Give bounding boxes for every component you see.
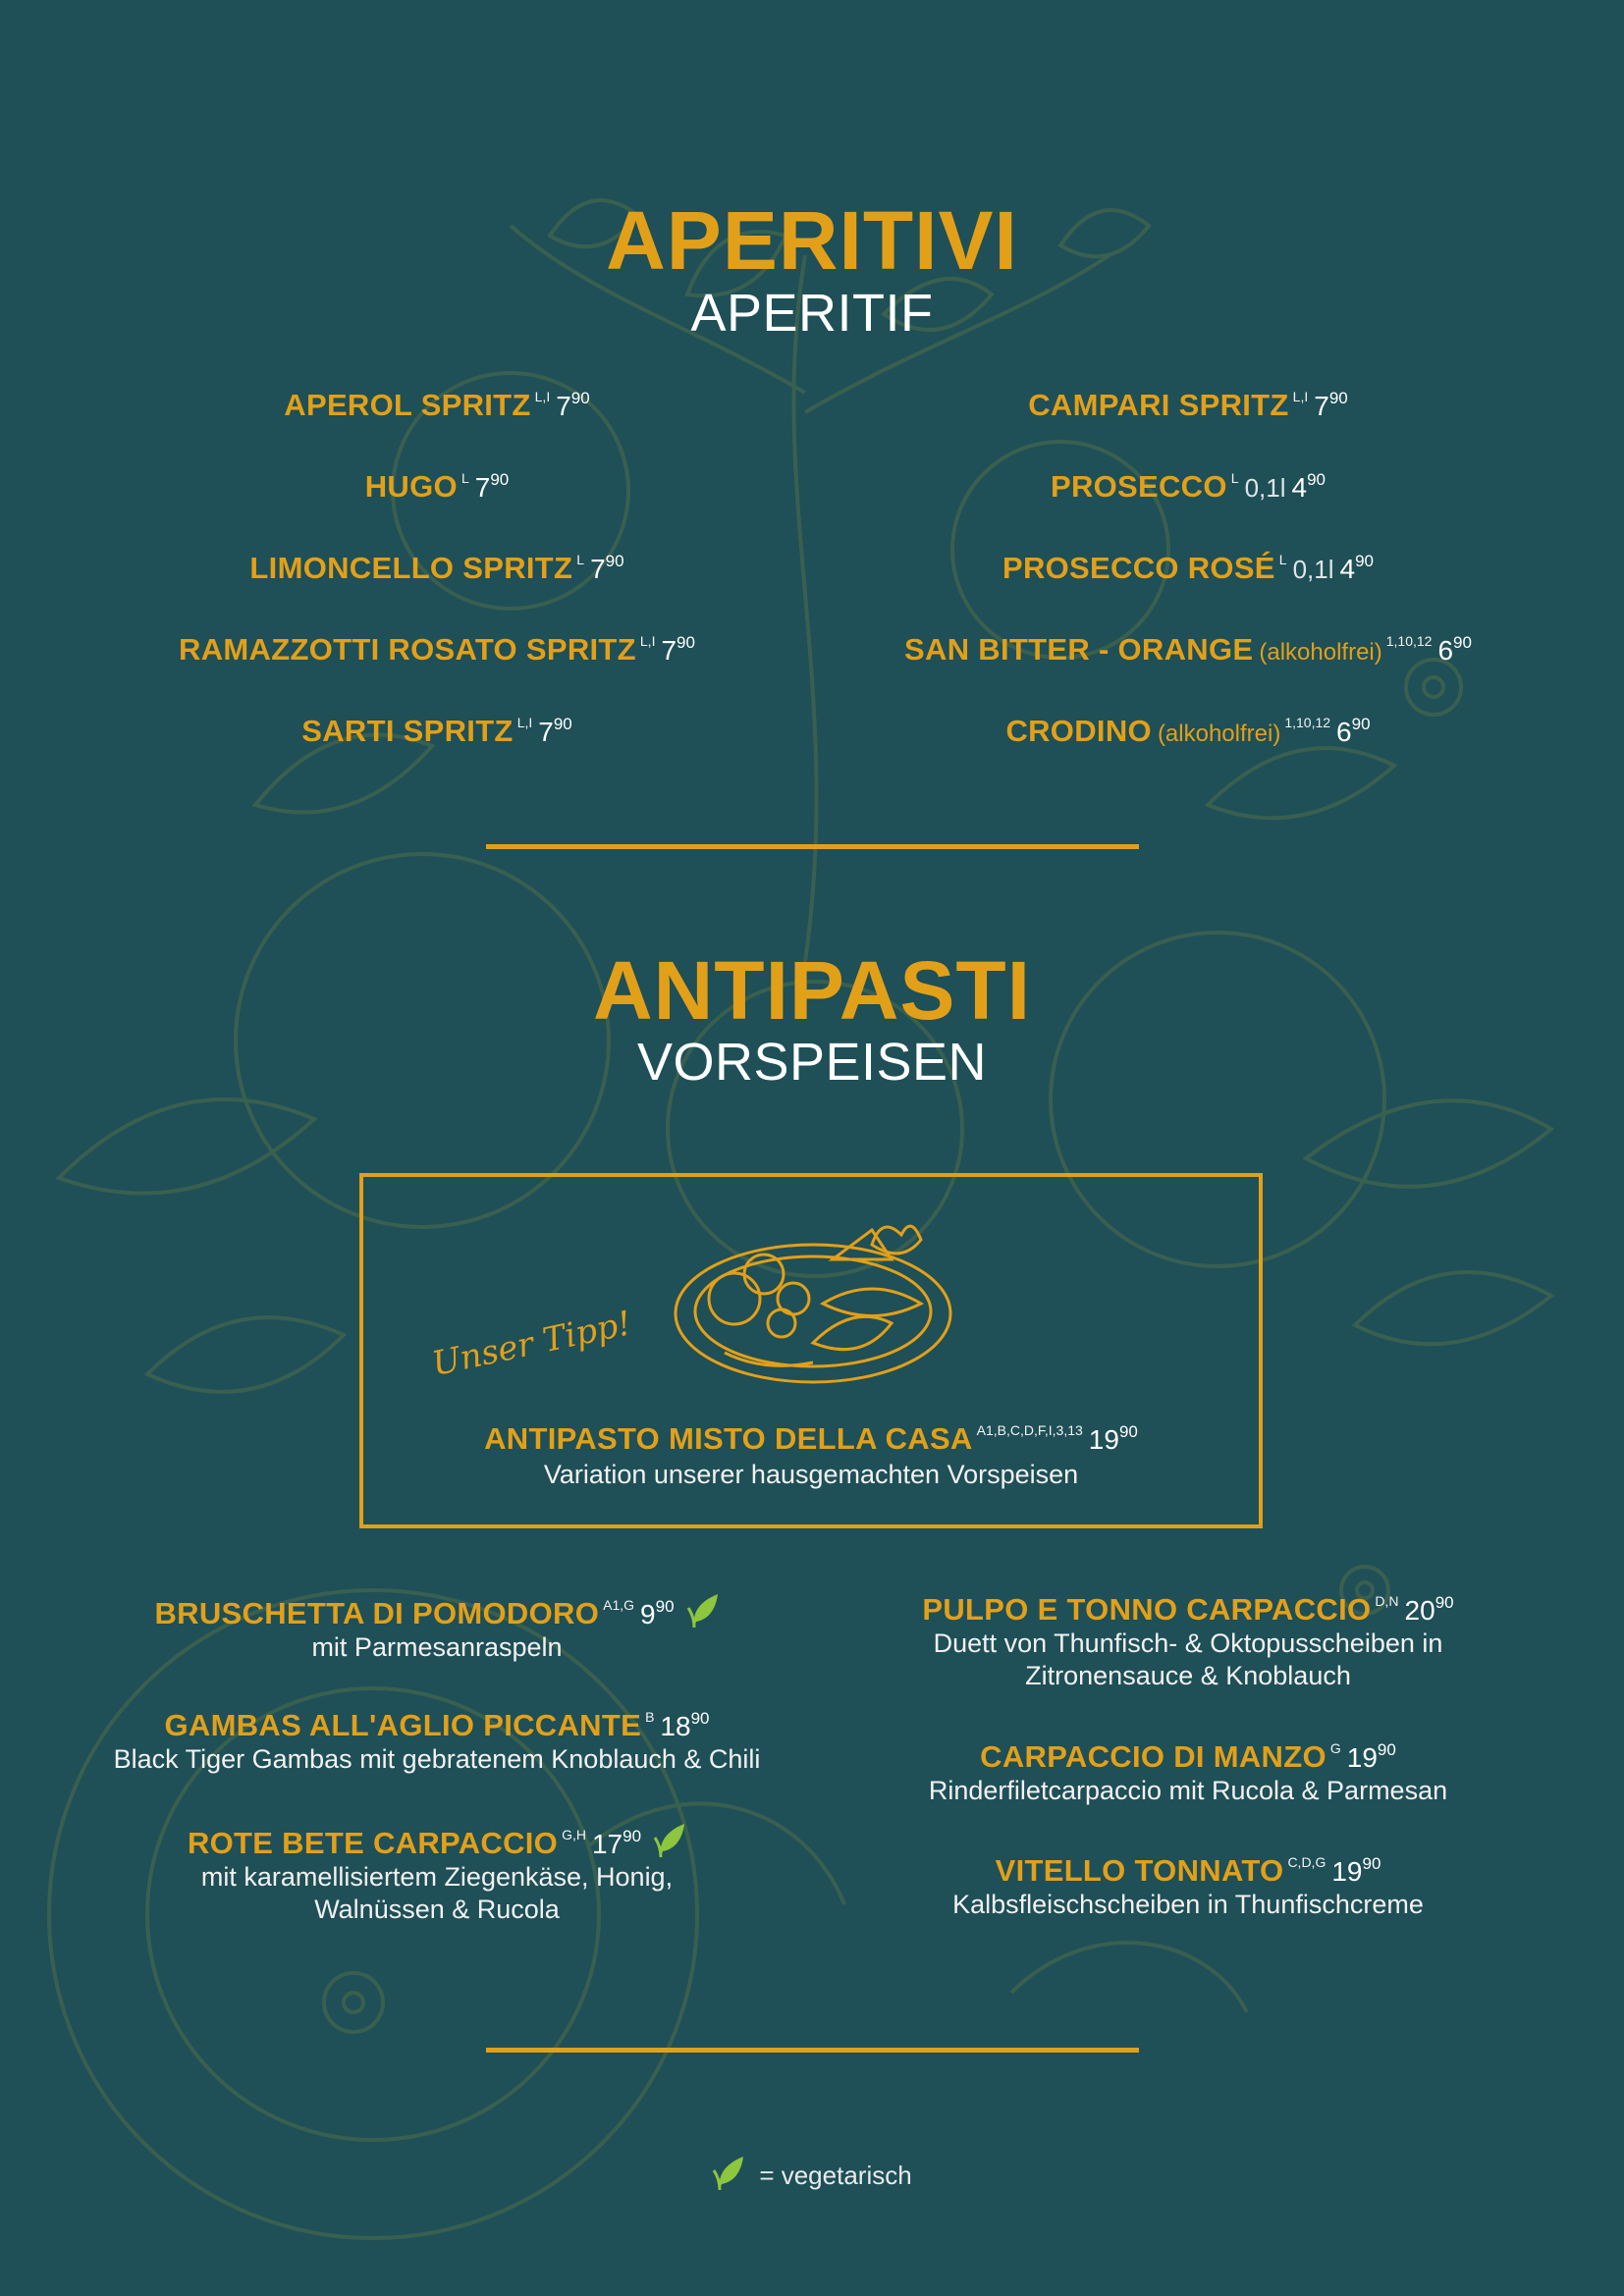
item-price: $4^{90}$ xyxy=(1339,552,1374,584)
item-price: $4^{90}$ xyxy=(1291,470,1326,503)
unser-tipp-tag: Unser Tipp! xyxy=(428,1304,635,1384)
item-name: SAN BITTER - ORANGE xyxy=(904,632,1254,667)
menu-item-carpaccio-di-manzo xyxy=(844,1739,1532,1807)
item-description: mit Parmesanraspeln xyxy=(311,1632,563,1662)
item-name: PROSECCO xyxy=(1050,469,1227,504)
allergen-codes: G,H xyxy=(562,1827,586,1842)
vegetarian-leaf-icon xyxy=(653,1822,686,1859)
serving-size: 0,1l xyxy=(1292,555,1334,584)
allergen-codes: L,I xyxy=(534,389,551,404)
item-name: PROSECCO ROSÉ xyxy=(1001,551,1275,585)
menu-item-limoncello-spritz xyxy=(0,551,874,586)
menu-item-sarti-spritz xyxy=(0,714,874,749)
menu-item-aperol-spritz xyxy=(0,388,874,423)
featured-dish-antipasto-misto xyxy=(359,1421,1263,1457)
menu-item-bruschetta xyxy=(39,1592,835,1664)
item-name: VITELLO TONNATO xyxy=(995,1853,1284,1888)
item-price: $7^{90}$ xyxy=(474,470,510,503)
menu-item-prosecco-rose xyxy=(844,551,1532,586)
antipasto-plate-illustration xyxy=(666,1205,960,1402)
item-price: $6^{90}$ xyxy=(1336,715,1371,747)
item-name: PULPO E TONNO CARPACCIO xyxy=(922,1592,1372,1627)
menu-item-rote-bete-carpaccio xyxy=(39,1822,835,1926)
item-price: $7^{90}$ xyxy=(556,389,590,421)
item-name: SARTI SPRITZ xyxy=(301,714,514,748)
item-description: Kalbsfleischscheiben in Thunfischcreme xyxy=(952,1890,1424,1919)
menu-item-gambas-allaglio xyxy=(39,1708,835,1776)
allergen-codes: L,I xyxy=(639,633,656,649)
vegetarian-leaf-icon xyxy=(686,1592,720,1629)
aperitivi-subtitle: APERITIF xyxy=(690,284,934,343)
item-description: Duett von Thunfisch- & Oktopusscheiben in xyxy=(933,1629,1443,1658)
item-name: ROTE BETE CARPACCIO xyxy=(187,1826,559,1860)
item-name: GAMBAS ALL'AGLIO PICCANTE xyxy=(164,1708,642,1742)
vegetarian-legend xyxy=(0,2155,1624,2192)
menu-item-campari-spritz xyxy=(844,388,1532,423)
allergen-codes: A1,B,C,D,F,I,3,13 xyxy=(976,1422,1083,1438)
menu-item-san-bitter-orange xyxy=(844,632,1532,667)
item-price: $19^{90}$ xyxy=(1346,1740,1396,1773)
menu-item-ramazzotti-rosato-spritz xyxy=(0,632,874,667)
item-price: $7^{90}$ xyxy=(661,633,695,666)
aperitivi-title: APERITIVI xyxy=(606,194,1018,287)
item-price: $9^{90}$ xyxy=(640,1597,675,1629)
allergen-codes: L xyxy=(1278,552,1287,567)
menu-item-prosecco xyxy=(844,469,1532,505)
featured-dish-description: Variation unserer hausgemachten Vorspeisen xyxy=(543,1460,1079,1489)
allergen-codes: L,I xyxy=(516,715,533,730)
item-name: HUGO xyxy=(364,469,458,504)
allergen-codes: C,D,G xyxy=(1287,1854,1326,1870)
item-name: CRODINO xyxy=(1005,714,1152,748)
item-price: $7^{90}$ xyxy=(538,715,572,747)
item-price: $19^{90}$ xyxy=(1088,1422,1138,1455)
item-description: Rinderfiletcarpaccio mit Rucola & Parmesan xyxy=(928,1776,1448,1805)
allergen-codes: A1,G xyxy=(603,1597,635,1613)
section-divider xyxy=(486,844,1139,849)
item-price: $7^{90}$ xyxy=(1314,389,1348,421)
antipasti-title: ANTIPASTI xyxy=(592,944,1032,1037)
vegetarian-leaf-icon xyxy=(712,2155,745,2192)
item-name: ANTIPASTO MISTO DELLA CASA xyxy=(484,1421,973,1456)
item-price: $20^{90}$ xyxy=(1404,1593,1454,1626)
item-name: LIMONCELLO SPRITZ xyxy=(249,551,573,585)
allergen-codes: G xyxy=(1329,1740,1341,1756)
item-name: BRUSCHETTA DI POMODORO xyxy=(154,1596,600,1630)
item-price: $19^{90}$ xyxy=(1331,1854,1381,1887)
allergen-codes: 1,10,12 xyxy=(1385,633,1433,649)
item-description: Walnüssen & Rucola xyxy=(314,1895,560,1924)
item-description: Zitronensauce & Knoblauch xyxy=(1025,1661,1351,1690)
section-divider xyxy=(486,2048,1139,2053)
item-name: APEROL SPRITZ xyxy=(284,388,531,422)
item-name: RAMAZZOTTI ROSATO SPRITZ xyxy=(179,632,636,667)
item-price: $17^{90}$ xyxy=(591,1827,642,1859)
antipasti-subtitle: VORSPEISEN xyxy=(636,1033,988,1092)
allergen-codes: L xyxy=(576,552,585,567)
legend-text: = vegetarisch xyxy=(759,2161,912,2190)
menu-item-pulpo-e-tonno-carpaccio xyxy=(844,1592,1532,1692)
allergen-codes: D,N xyxy=(1375,1593,1399,1609)
allergen-codes: 1,10,12 xyxy=(1284,715,1331,730)
allergen-codes: L xyxy=(460,470,469,486)
item-price: $6^{90}$ xyxy=(1437,633,1472,666)
menu-item-crodino xyxy=(844,714,1532,749)
item-description: Black Tiger Gambas mit gebratenem Knoblauch & Chili xyxy=(113,1744,761,1774)
item-price: $18^{90}$ xyxy=(660,1709,710,1741)
allergen-codes: L xyxy=(1230,470,1239,486)
item-name: CAMPARI SPRITZ xyxy=(1028,388,1289,422)
menu-item-hugo xyxy=(0,469,874,505)
allergen-codes: B xyxy=(645,1709,655,1725)
menu-item-vitello-tonnato xyxy=(844,1853,1532,1921)
non-alcoholic-note: (alkoholfrei) xyxy=(1157,721,1281,747)
non-alcoholic-note: (alkoholfrei) xyxy=(1259,639,1382,666)
item-description: mit karamellisiertem Ziegenkäse, Honig, xyxy=(200,1862,674,1892)
serving-size: 0,1l xyxy=(1244,473,1286,503)
item-name: CARPACCIO DI MANZO xyxy=(980,1739,1326,1774)
item-price: $7^{90}$ xyxy=(590,552,624,584)
allergen-codes: L,I xyxy=(1292,389,1309,404)
